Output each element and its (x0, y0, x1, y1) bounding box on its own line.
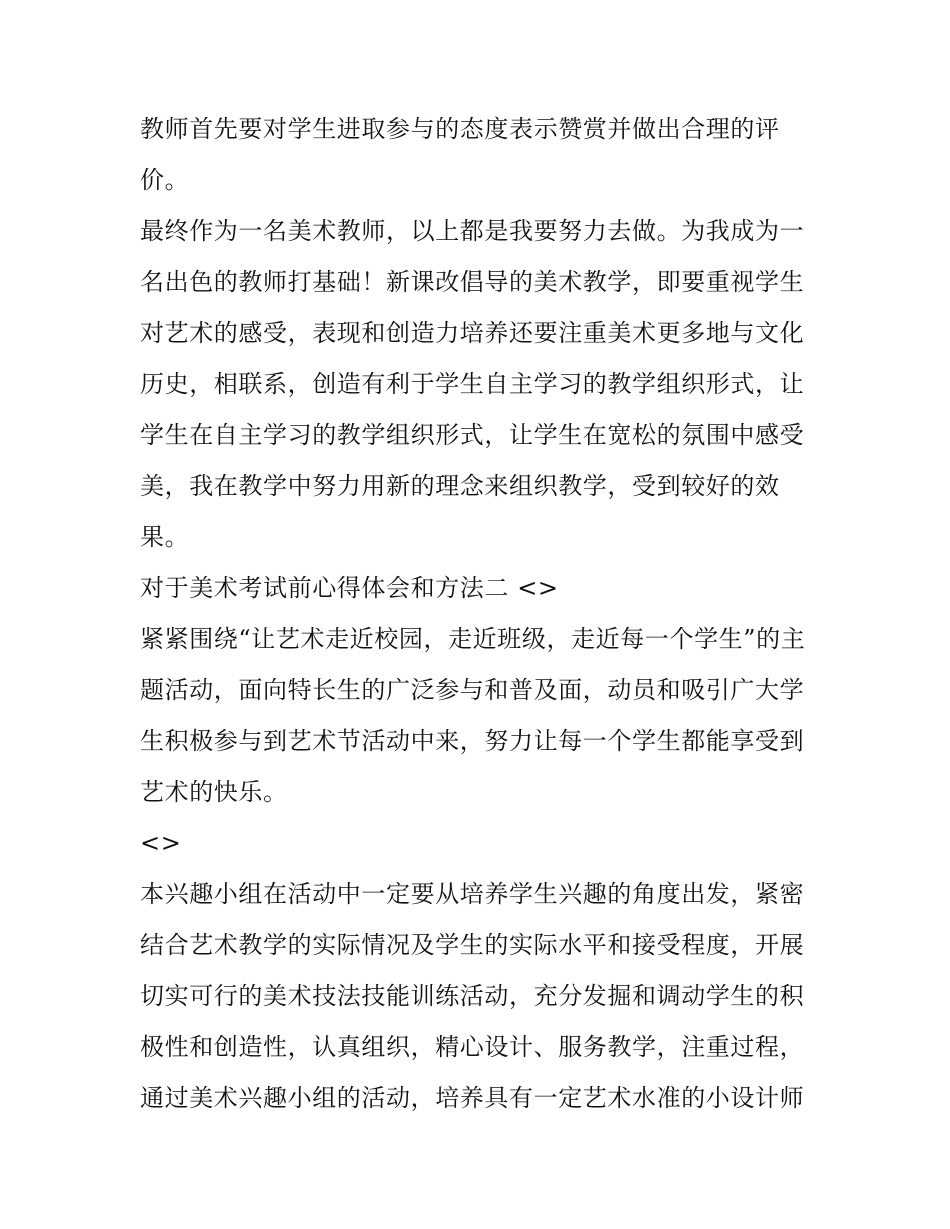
text-line-5: 对艺术的感受，表现和创造力培养还要注重美术更多地与文化 (140, 319, 805, 347)
text-line-16: 本兴趣小组在活动中一定要从培养学生兴趣的角度出发，紧密 (140, 880, 805, 908)
text-line-12: 题活动，面向特长生的广泛参与和普及面，动员和吸引广大学 (140, 676, 805, 704)
text-line-7: 学生在自主学习的教学组织形式，让学生在宽松的氛围中感受 (140, 421, 805, 449)
text-line-4: 名出色的教师打基础！新课改倡导的美术教学，即要重视学生 (140, 268, 805, 296)
text-line-14: 艺术的快乐。 (140, 778, 288, 806)
section-heading: 对于美术考试前心得体会和方法二 <> (140, 574, 559, 602)
text-line-6: 历史，相联系，创造有利于学生自主学习的教学组织形式，让 (140, 370, 805, 398)
text-line-17: 结合艺术教学的实际情况及学生的实际水平和接受程度，开展 (140, 931, 805, 959)
document-body (140, 104, 820, 1124)
text-line-9: 果。 (140, 523, 190, 551)
text-line-18: 切实可行的美术技法技能训练活动，充分发掘和调动学生的积 (140, 982, 805, 1010)
text-line-20: 通过美术兴趣小组的活动，培养具有一定艺术水准的小设计师 (140, 1084, 805, 1112)
text-line-3: 最终作为一名美术教师，以上都是我要努力去做。为我成为一 (140, 217, 805, 245)
text-line-11: 紧紧围绕“让艺术走近校园，走近班级，走近每一个学生”的主 (140, 625, 806, 653)
text-line-8: 美，我在教学中努力用新的理念来组织教学，受到较好的效 (140, 472, 780, 500)
placeholder-marker: <> (140, 829, 182, 857)
text-line-2: 价。 (140, 166, 190, 194)
text-line-13: 生积极参与到艺术节活动中来，努力让每一个学生都能享受到 (140, 727, 805, 755)
text-line-19: 极性和创造性，认真组织，精心设计、服务教学，注重过程， (140, 1033, 805, 1061)
text-line-1: 教师首先要对学生进取参与的态度表示赞赏并做出合理的评 (140, 115, 780, 143)
